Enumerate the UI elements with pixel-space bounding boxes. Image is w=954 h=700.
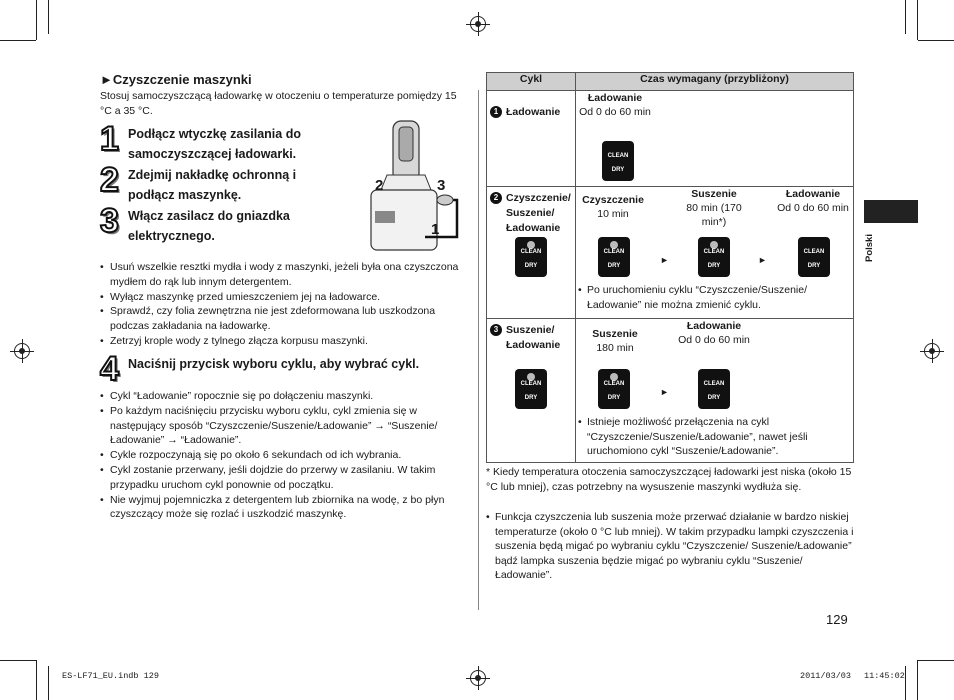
crop-mark: [917, 0, 918, 40]
clean-lamp-label: CLEAN: [520, 381, 542, 387]
charger-illustration: [365, 115, 470, 255]
list-item: • Cykl “Ładowanie” ropocznie się po dołączeniu maszynki.: [100, 389, 470, 404]
phase-title: Ładowanie: [785, 188, 841, 200]
table-header-row: [487, 73, 854, 91]
crop-mark: [36, 0, 37, 40]
charger-status-icon: [698, 237, 730, 277]
list-item: • Cykl zostanie przerwany, jeśli dojdzie do przerwy w zasilaniu. W takim przypadku uruchom cykl ponownie od początku.: [100, 463, 470, 493]
cycle-index: 1: [490, 106, 502, 118]
footer-date: 2011/03/03: [800, 671, 852, 681]
charger-status-icon: [515, 369, 547, 409]
list-item: • Wyłącz maszynkę przed umieszczeniem jej na ładowarce.: [100, 290, 470, 305]
crop-mark: [905, 0, 906, 34]
crop-mark: [0, 660, 36, 661]
arrow-right-icon: ►: [660, 387, 669, 397]
charger-status-icon: [698, 369, 730, 409]
list-item: • Cykle rozpoczynają się po około 6 sekundach od ich wybrania.: [100, 448, 470, 463]
table-row: [487, 187, 854, 319]
step-text: Włącz zasilacz do gniazdka elektrycznego.: [128, 209, 290, 243]
dry-lamp-label: DRY: [707, 395, 721, 401]
crop-mark: [918, 660, 954, 661]
phase-time: 80 min (170 min*): [686, 202, 742, 228]
dry-lamp-label: DRY: [707, 263, 721, 269]
arrow-right-icon: ►: [758, 255, 767, 265]
crop-mark: [917, 660, 918, 700]
cycle-label: Suszenie/ Ładowanie: [506, 324, 561, 351]
cycle-label: Czyszczenie/ Suszenie/ Ładowanie: [506, 192, 571, 234]
clean-lamp-label: CLEAN: [603, 381, 625, 387]
crop-mark: [0, 40, 36, 41]
step-number: 3: [100, 202, 119, 240]
step-text: Naciśnij przycisk wyboru cyklu, aby wybrać cykl.: [128, 357, 420, 371]
footer-time: 11:45:02: [864, 671, 905, 681]
crop-mark: [48, 0, 49, 34]
table-row: [487, 91, 854, 187]
clean-lamp-label: CLEAN: [703, 249, 725, 255]
clean-lamp-label: CLEAN: [703, 381, 725, 387]
cycle-cell: [487, 187, 576, 319]
table-note: • Istnieje możliwość przełączenia na cykl “Czyszczenie/Suszenie/Ładowanie”, nawet jeśli uruchomiono cykl “Suszenie/Ładowanie”.: [578, 415, 843, 459]
charger-status-icon: [602, 141, 634, 181]
cycle-cell: [487, 319, 576, 463]
crop-mark: [905, 666, 906, 700]
registration-mark-icon: [470, 670, 486, 686]
callout-label: 2: [375, 177, 384, 194]
language-tab: [864, 200, 918, 223]
callout-label: 1: [431, 221, 440, 238]
footnote-bullet: • Funkcja czyszczenia lub suszenia może przerwać działanie w bardzo niskiej temperaturze (około 0 °C lub mniej). W takim przypadku lampki czyszczenia i suszenia będą migać po wybraniu cyklu “Czyszczenie/ Suszenie/Ładowanie” bądź lampka suszenia będzie migać po wybraniu cyklu “Suszenie/Ładowanie”.: [486, 510, 855, 583]
triangle-bullet-icon: ►: [100, 72, 113, 87]
phase-title: Suszenie: [592, 328, 638, 340]
column-header: Cykl: [487, 73, 576, 91]
charger-status-icon: [598, 237, 630, 277]
phase-time: 180 min: [596, 342, 634, 354]
list-item: • Zetrzyj krople wody z tylnego złącza korpusu maszynki.: [100, 334, 470, 349]
phase-time: 10 min: [597, 208, 629, 220]
step-text: Podłącz wtyczkę zasilania do samoczyszczącej ładowarki.: [128, 127, 301, 161]
list-item: • Nie wyjmuj pojemniczka z detergentem lub zbiornika na wodę, z bo płyn czyszczący może się rozlać i uszkodzić maszynkę.: [100, 493, 470, 523]
cycle-table: [486, 72, 854, 463]
phase-title: Suszenie: [691, 188, 737, 200]
list-item: • Usuń wszelkie resztki mydła i wody z maszynki, jeżeli była ona czyszczona mydłem do rąk lub innym detergentem.: [100, 260, 470, 290]
crop-mark: [36, 660, 37, 700]
phase-title: Czyszczenie: [582, 194, 644, 206]
charger-status-icon: [798, 237, 830, 277]
list-item: • Po każdym naciśnięciu przycisku wyboru cyklu, cykl zmienia się w następujący sposób “Czyszczenie/Suszenie/Ładowanie” → “Suszenie/ Ładowanie” → “Ładowanie”.: [100, 404, 470, 448]
phase-time: Od 0 do 60 min: [777, 202, 849, 214]
table-note: • Po uruchomieniu cyklu “Czyszczenie/Suszenie/ Ładowanie” nie można zmienić cyklu.: [578, 283, 843, 312]
section-intro: Stosuj samoczyszczącą ładowarkę w otoczeniu o temperaturze pomiędzy 15 °C a 35 °C.: [100, 90, 457, 117]
dry-lamp-label: DRY: [607, 263, 621, 269]
step-number: 1: [100, 120, 119, 158]
list-item: • Sprawdź, czy folia zewnętrzna nie jest zdeformowana lub uszkodzona podczas zakładania na ładowarkę.: [100, 304, 470, 334]
clean-lamp-label: CLEAN: [520, 249, 542, 255]
cycle-label: Ładowanie: [506, 106, 561, 118]
section-title: ►Czyszczenie maszynki: [100, 72, 252, 87]
phase-time: Od 0 do 60 min: [579, 106, 651, 118]
clean-lamp-label: CLEAN: [603, 249, 625, 255]
step-text: Zdejmij nakładkę ochronną i podłącz maszynkę.: [128, 168, 297, 202]
phase-title: Ładowanie: [587, 92, 643, 104]
registration-mark-icon: [470, 16, 486, 32]
cycle-index: 3: [490, 324, 502, 336]
time-cell: [576, 91, 854, 187]
time-cell: [576, 319, 854, 463]
time-cell: [576, 187, 854, 319]
arrow-right-icon: ►: [660, 255, 669, 265]
clean-lamp-label: CLEAN: [803, 249, 825, 255]
step-number: 4: [100, 350, 119, 388]
charger-status-icon: [598, 369, 630, 409]
precaution-list: [100, 260, 470, 349]
column-header: Czas wymagany (przybliżony): [576, 73, 854, 91]
dry-lamp-label: DRY: [807, 263, 821, 269]
footer-file: ES-LF71_EU.indb 129: [62, 671, 159, 681]
registration-mark-icon: [14, 343, 30, 359]
phase-time: Od 0 do 60 min: [678, 334, 750, 346]
dry-lamp-label: DRY: [611, 167, 625, 173]
phase-title: Ładowanie: [686, 320, 742, 332]
table-row: [487, 319, 854, 463]
callout-label: 3: [437, 177, 446, 194]
cycle-notes-list: [100, 389, 470, 522]
page-number: 129: [826, 612, 848, 627]
cycle-cell: [487, 91, 576, 187]
column-divider: [478, 90, 479, 610]
dry-lamp-label: DRY: [524, 263, 538, 269]
crop-mark: [48, 666, 49, 700]
step-number: 2: [100, 161, 119, 199]
crop-mark: [918, 40, 954, 41]
dry-lamp-label: DRY: [607, 395, 621, 401]
dry-lamp-label: DRY: [524, 395, 538, 401]
registration-mark-icon: [924, 343, 940, 359]
cycle-index: 2: [490, 192, 502, 204]
charger-status-icon: [515, 237, 547, 277]
footnote-asterisk: * Kiedy temperatura otoczenia samoczyszczącej ładowarki jest niska (około 15 °C lub mniej), czas potrzebny na wysuszenie maszynki wydłuża się.: [486, 466, 852, 493]
language-label: Polski: [864, 234, 875, 262]
clean-lamp-label: CLEAN: [607, 153, 629, 159]
